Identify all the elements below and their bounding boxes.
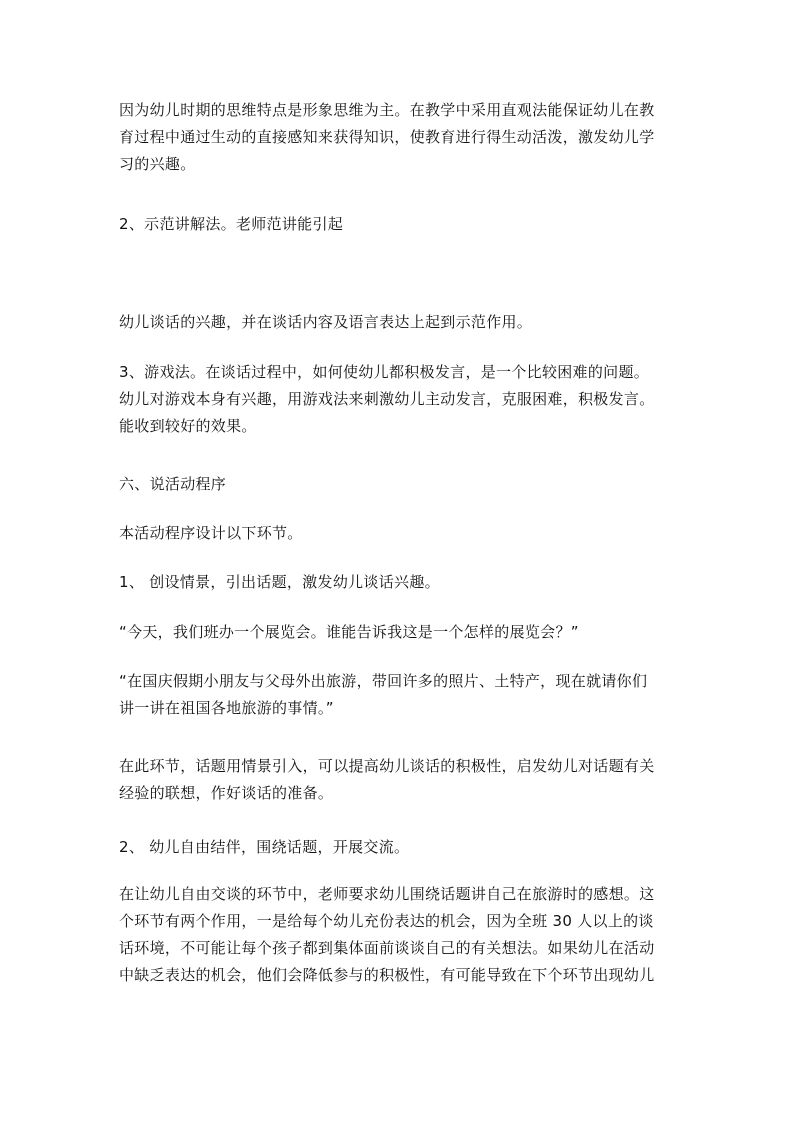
section-heading-activity-procedure: [119, 471, 684, 498]
list-item-step-1: [119, 569, 684, 596]
text-line: 经验的联想，作好谈话的准备。: [119, 784, 334, 802]
paragraph-procedure-intro: [119, 520, 684, 547]
text-line: 2、 幼儿自由结伴，围绕话题，开展交流。: [119, 838, 410, 856]
text-line: 2、示范讲解法。老师范讲能引起: [119, 215, 344, 233]
text-line: 育过程中通过生动的直接感知来获得知识，使教育进行得生动活泼，激发幼儿学: [119, 128, 655, 146]
text-line: 3、游戏法。在谈话过程中，如何使幼儿都积极发言，是一个比较困难的问题。: [119, 363, 650, 381]
text-line: 中缺乏表达的机会，他们会降低参与的积极性，有可能导致在下个环节出现幼儿: [119, 966, 655, 984]
paragraph-free-discussion: [119, 881, 684, 989]
quote-exhibition: [119, 619, 684, 646]
text-line: 本活动程序设计以下环节。: [119, 524, 303, 542]
text-line: 幼儿对游戏本身有兴趣，用游戏法来刺激幼儿主动发言，克服困难，积极发言。: [119, 390, 655, 408]
text-line: 在此环节，话题用情景引入，可以提高幼儿谈话的积极性，启发幼儿对话题有关: [119, 757, 655, 775]
paragraph-game-method: [119, 359, 684, 440]
list-item-step-2: [119, 834, 684, 861]
text-line: “今天，我们班办一个展览会。谁能告诉我这是一个怎样的展览会？”: [119, 623, 579, 641]
text-line: 习的兴趣。: [119, 155, 196, 173]
text-line: “在国庆假期小朋友与父母外出旅游，带回许多的照片、土特产，现在就请你们: [119, 672, 648, 690]
text-line: 讲一讲在祖国各地旅游的事情。”: [119, 699, 334, 717]
text-line: 能收到较好的效果。: [119, 417, 257, 435]
text-line: 1、 创设情景，引出话题，激发幼儿谈话兴趣。: [119, 573, 440, 591]
text-line: 六、说活动程序: [119, 475, 227, 493]
text-line: 个环节有两个作用，一是给每个幼儿充份表达的机会，因为全班 30 人以上的谈: [119, 912, 654, 930]
paragraph-demonstration-method: [119, 211, 684, 238]
paragraph-intuitive-method: [119, 97, 684, 178]
quote-holiday-travel: [119, 668, 684, 722]
paragraph-demonstration-continued: [119, 309, 684, 336]
text-line: 在让幼儿自由交谈的环节中，老师要求幼儿围绕话题讲自己在旅游时的感想。这: [119, 885, 655, 903]
text-line: 因为幼儿时期的思维特点是形象思维为主。在教学中采用直观法能保证幼儿在教: [119, 101, 655, 119]
paragraph-scene-intro-explanation: [119, 753, 684, 807]
text-line: 幼儿谈话的兴趣，并在谈话内容及语言表达上起到示范作用。: [119, 313, 533, 331]
text-line: 话环境，不可能让每个孩子都到集体面前谈谈自己的有关想法。如果幼儿在活动: [119, 939, 655, 957]
